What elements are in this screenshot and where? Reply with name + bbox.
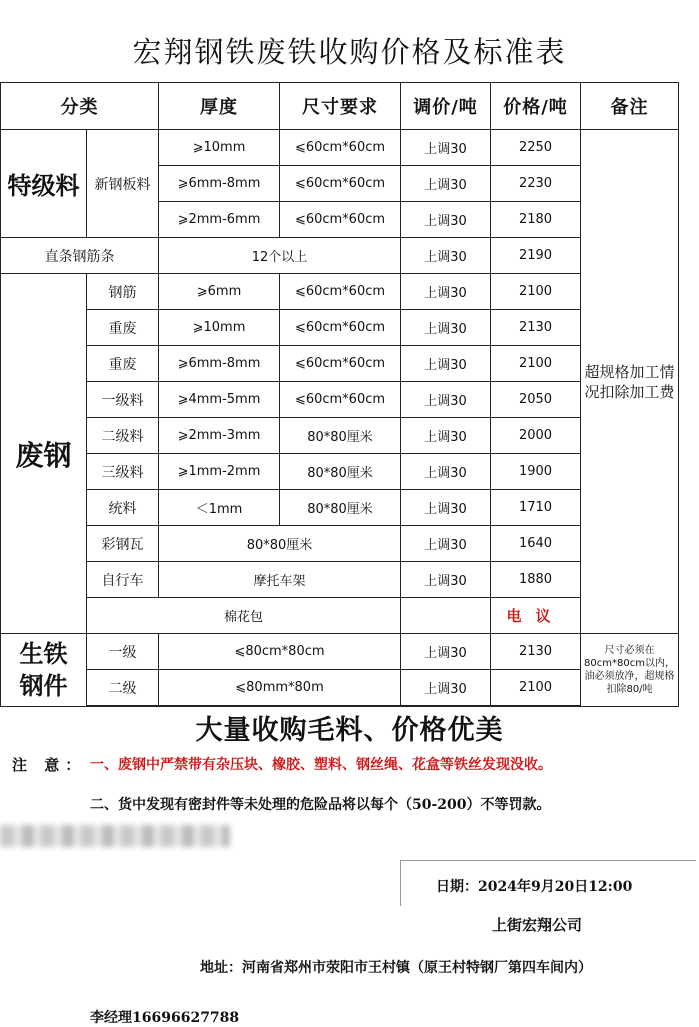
group-pig-iron: 生铁 钢件 <box>1 634 87 707</box>
table-row <box>1 454 679 490</box>
table-row <box>1 310 679 346</box>
slogan: 大量收购毛料、价格优美 <box>195 715 504 746</box>
size-cell: ⩽60cm*60cm <box>280 310 401 346</box>
size-cell: ⩽60cm*60cm <box>280 382 401 418</box>
price-cell: 2050 <box>491 382 581 418</box>
header-size: 尺寸要求 <box>280 83 401 130</box>
notice-line-1: 一、废钢中严禁带有杂压块、橡胶、塑料、钢丝绳、花盒等铁丝发现没收。 <box>90 757 552 773</box>
price-cell: 2100 <box>491 346 581 382</box>
size-cell: ⩽60cm*60cm <box>280 166 401 202</box>
date-text: 日期：2024年9月20日12:00 <box>436 879 633 895</box>
table-row <box>1 238 679 274</box>
adjust-cell: 上调30 <box>401 202 491 238</box>
adjust-cell: 上调30 <box>401 454 491 490</box>
page-title: 宏翔钢铁废铁收购价格及标准表 <box>132 35 567 69</box>
thickness-cell: ⩾6mm-8mm <box>159 346 280 382</box>
price-table <box>0 82 679 707</box>
thickness-cell: ⩾2mm-3mm <box>159 418 280 454</box>
header-remark: 备注 <box>581 83 679 130</box>
sub-category: 二级 <box>87 670 159 707</box>
price-cell: 1900 <box>491 454 581 490</box>
table-row <box>1 562 679 598</box>
spec-cell: 80*80厘米 <box>159 526 401 562</box>
size-cell: ⩽60cm*60cm <box>280 346 401 382</box>
adjust-cell: 上调30 <box>401 346 491 382</box>
sub-category: 统料 <box>87 490 159 526</box>
price-cell: 2130 <box>491 634 581 670</box>
size-cell: 80*80厘米 <box>280 418 401 454</box>
adjust-cell: 上调30 <box>401 418 491 454</box>
adjust-cell: 上调30 <box>401 382 491 418</box>
blurred-text <box>0 825 230 847</box>
sub-category: 新钢板料 <box>87 130 159 238</box>
header-price: 价格/吨 <box>491 83 581 130</box>
price-cell: 2190 <box>491 238 581 274</box>
price-cell: 2250 <box>491 130 581 166</box>
header-thickness: 厚度 <box>159 83 280 130</box>
price-cell: 1710 <box>491 490 581 526</box>
notice-label: 注 意： <box>12 756 87 774</box>
adjust-cell: 上调30 <box>401 490 491 526</box>
adjust-cell <box>401 598 491 634</box>
size-cell: ⩽60cm*60cm <box>280 274 401 310</box>
contact-text: 李经理16696627788 <box>90 1010 240 1026</box>
adjust-cell: 上调30 <box>401 634 491 670</box>
table-row <box>1 418 679 454</box>
price-negotiable: 电议 <box>491 598 581 634</box>
size-cell: ⩽60cm*60cm <box>280 130 401 166</box>
adjust-cell: 上调30 <box>401 238 491 274</box>
table-header-row <box>1 83 679 130</box>
group-scrap: 废钢 <box>1 274 87 634</box>
sub-category: 三级料 <box>87 454 159 490</box>
sub-category: 重废 <box>87 310 159 346</box>
price-cell: 1880 <box>491 562 581 598</box>
thickness-cell: ⩾4mm-5mm <box>159 382 280 418</box>
thickness-cell: ⩾1mm-2mm <box>159 454 280 490</box>
adjust-cell: 上调30 <box>401 526 491 562</box>
sub-category: 一级料 <box>87 382 159 418</box>
price-cell: 2230 <box>491 166 581 202</box>
table-row <box>1 346 679 382</box>
sub-category: 钢筋 <box>87 274 159 310</box>
size-cell: ⩽60cm*60cm <box>280 202 401 238</box>
table-row <box>1 382 679 418</box>
spec-cell: 棉花包 <box>87 598 401 634</box>
group-special: 特级料 <box>1 130 87 238</box>
table-row <box>1 274 679 310</box>
sub-category: 重废 <box>87 346 159 382</box>
sub-category: 一级 <box>87 634 159 670</box>
sub-category: 自行车 <box>87 562 159 598</box>
thickness-cell: ⩾10mm <box>159 310 280 346</box>
price-cell: 2100 <box>491 670 581 707</box>
thickness-cell: ⩾10mm <box>159 130 280 166</box>
spec-cell: ⩽80cm*80cm <box>159 634 401 670</box>
table-row <box>1 130 679 166</box>
table-row <box>1 670 679 707</box>
notice-line-2: 二、货中发现有密封件等未处理的危险品将以每个（50-200）不等罚款。 <box>90 797 551 813</box>
thickness-cell: ⩾6mm <box>159 274 280 310</box>
price-cell: 2180 <box>491 202 581 238</box>
header-adjustment: 调价/吨 <box>401 83 491 130</box>
company-name: 上街宏翔公司 <box>492 916 583 934</box>
row-label: 直条钢筋条 <box>1 238 159 274</box>
adjust-cell: 上调30 <box>401 166 491 202</box>
spec-cell: 12个以上 <box>159 238 401 274</box>
size-cell: 80*80厘米 <box>280 454 401 490</box>
adjust-cell: 上调30 <box>401 310 491 346</box>
table-row <box>1 526 679 562</box>
thickness-cell: ⩾2mm-6mm <box>159 202 280 238</box>
thickness-cell: ＜1mm <box>159 490 280 526</box>
spec-cell: ⩽80mm*80m <box>159 670 401 707</box>
price-cell: 2100 <box>491 274 581 310</box>
adjust-cell: 上调30 <box>401 130 491 166</box>
remark-pig-iron: 尺寸必须在80cm*80cm以内，油必须放净，超规格扣除80/吨 <box>581 634 679 707</box>
remark-main: 超规格加工情况扣除加工费 <box>581 130 679 634</box>
table-row <box>1 598 679 634</box>
price-cell: 2130 <box>491 310 581 346</box>
spec-cell: 摩托车架 <box>159 562 401 598</box>
table-row <box>1 490 679 526</box>
size-cell: 80*80厘米 <box>280 490 401 526</box>
sub-category: 彩钢瓦 <box>87 526 159 562</box>
table-row <box>1 634 679 670</box>
header-category: 分类 <box>1 83 159 130</box>
adjust-cell: 上调30 <box>401 562 491 598</box>
price-cell: 1640 <box>491 526 581 562</box>
adjust-cell: 上调30 <box>401 670 491 707</box>
thickness-cell: ⩾6mm-8mm <box>159 166 280 202</box>
price-cell: 2000 <box>491 418 581 454</box>
sub-category: 二级料 <box>87 418 159 454</box>
address-text: 地址：河南省郑州市荥阳市王村镇（原王村特钢厂第四车间内） <box>200 960 592 976</box>
adjust-cell: 上调30 <box>401 274 491 310</box>
